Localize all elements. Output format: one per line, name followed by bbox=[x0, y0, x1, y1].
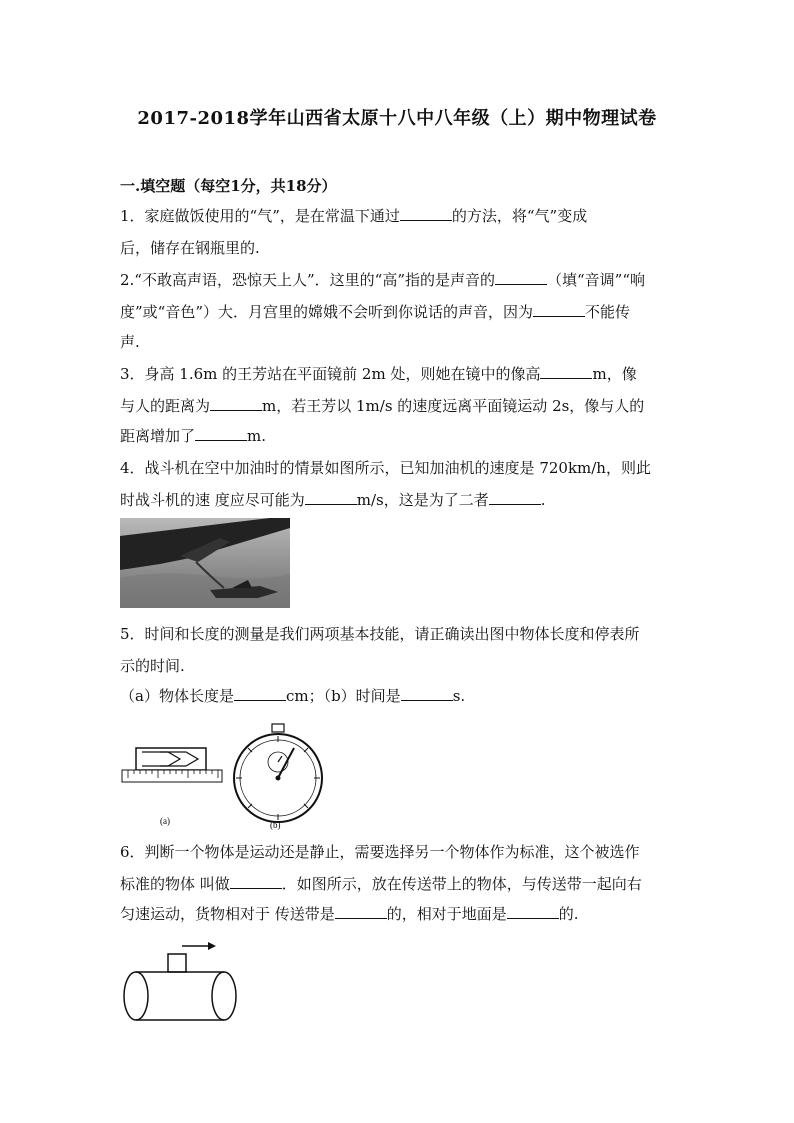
fig-b-label: (b) bbox=[270, 820, 281, 830]
q3-text-f: m. bbox=[247, 427, 267, 445]
question-3-line-2 bbox=[120, 396, 644, 416]
q1-text-a: 1．家庭做饭使用的“气”，是在常温下通过 bbox=[120, 207, 400, 225]
answer-blank bbox=[195, 426, 247, 441]
answer-blank bbox=[401, 686, 453, 701]
q2-text-b: （填“音调”“响 bbox=[547, 271, 646, 289]
q4-text-a: 时战斗机的速 度应尽可能为 bbox=[120, 491, 305, 509]
q3-text-b: m，像 bbox=[592, 365, 637, 383]
answer-blank bbox=[495, 270, 547, 285]
q1-text-b: 的方法，将“气”变成 bbox=[451, 207, 588, 225]
q6-text-a: 标准的物体 叫做 bbox=[120, 875, 230, 893]
question-5-line-1: 5．时间和长度的测量是我们两项基本技能，请正确读出图中物体长度和停表所 bbox=[120, 625, 640, 643]
answer-blank bbox=[234, 686, 286, 701]
stopwatch-figure bbox=[226, 722, 332, 832]
q5-text-b: cm；（b）时间是 bbox=[285, 687, 401, 705]
question-2-line-2 bbox=[120, 302, 630, 322]
q2-text-d: 不能传 bbox=[585, 303, 631, 321]
left-roller bbox=[124, 972, 148, 1020]
answer-blank bbox=[489, 490, 541, 505]
refueling-photo bbox=[120, 518, 290, 608]
question-5-line-3 bbox=[120, 686, 465, 706]
answer-blank bbox=[533, 302, 585, 317]
q6-text-e: 的. bbox=[558, 905, 579, 923]
cargo-box bbox=[168, 954, 186, 972]
conveyor-figure bbox=[120, 938, 245, 1030]
fig-a-label: (a) bbox=[160, 816, 170, 826]
question-3-line-1 bbox=[120, 364, 637, 384]
ruler-figure bbox=[120, 740, 225, 830]
question-6-line-3 bbox=[120, 904, 579, 924]
q5-text-c: s. bbox=[452, 687, 466, 705]
q6-text-b: ．如图所示，放在传送带上的物体，与传送带一起向右 bbox=[281, 875, 642, 893]
question-3-line-3 bbox=[120, 426, 266, 446]
q5-text-a: （a）物体长度是 bbox=[120, 687, 234, 705]
section-heading: 一.填空题（每空1分，共18分） bbox=[120, 177, 337, 195]
q2-text-a: 2.“不敢高声语，恐惊天上人”．这里的“高”指的是声音的 bbox=[120, 271, 495, 289]
answer-blank bbox=[210, 396, 262, 411]
answer-blank bbox=[507, 904, 559, 919]
ruler bbox=[122, 770, 222, 782]
question-4-line-1: 4．战斗机在空中加油时的情景如图所示，已知加油机的速度是 720km/h，则此 bbox=[120, 459, 651, 477]
stopwatch-crown bbox=[272, 724, 284, 732]
q6-text-d: 的，相对于地面是 bbox=[386, 905, 507, 923]
question-6-line-2 bbox=[120, 874, 642, 894]
q4-text-b: m/s，这是为了二者 bbox=[356, 491, 489, 509]
question-5-line-2: 示的时间. bbox=[120, 657, 185, 675]
question-1-line-1 bbox=[120, 206, 587, 226]
page-title: 2017-2018学年山西省太原十八中八年级（上）期中物理试卷 bbox=[137, 108, 657, 129]
q4-text-c: . bbox=[540, 491, 546, 509]
question-1-line-2: 后，储存在钢瓶里的. bbox=[120, 239, 260, 257]
question-6-line-1: 6．判断一个物体是运动还是静止，需要选择另一个物体作为标准，这个被选作 bbox=[120, 843, 640, 861]
q3-text-c: 与人的距离为 bbox=[120, 397, 211, 415]
q6-text-c: 匀速运动，货物相对于 传送带是 bbox=[120, 905, 335, 923]
q3-text-a: 3．身高 1.6m 的王芳站在平面镜前 2m 处，则她在镜中的像高 bbox=[120, 365, 541, 383]
answer-blank bbox=[335, 904, 387, 919]
question-4-line-2 bbox=[120, 490, 546, 510]
answer-blank bbox=[400, 206, 452, 221]
question-2-line-3: 声. bbox=[120, 333, 140, 351]
q3-text-d: m，若王芳以 1m/s 的速度远离平面镜运动 2s，像与人的 bbox=[262, 397, 645, 415]
answer-blank bbox=[305, 490, 357, 505]
measured-object bbox=[136, 748, 206, 770]
answer-blank bbox=[230, 874, 282, 889]
right-roller bbox=[212, 972, 236, 1020]
q3-text-e: 距离增加了 bbox=[120, 427, 196, 445]
answer-blank bbox=[540, 364, 592, 379]
question-2-line-1 bbox=[120, 270, 645, 290]
q2-text-c: 度”或“音色”）大．月宫里的嫦娥不会听到你说话的声音，因为 bbox=[120, 303, 534, 321]
